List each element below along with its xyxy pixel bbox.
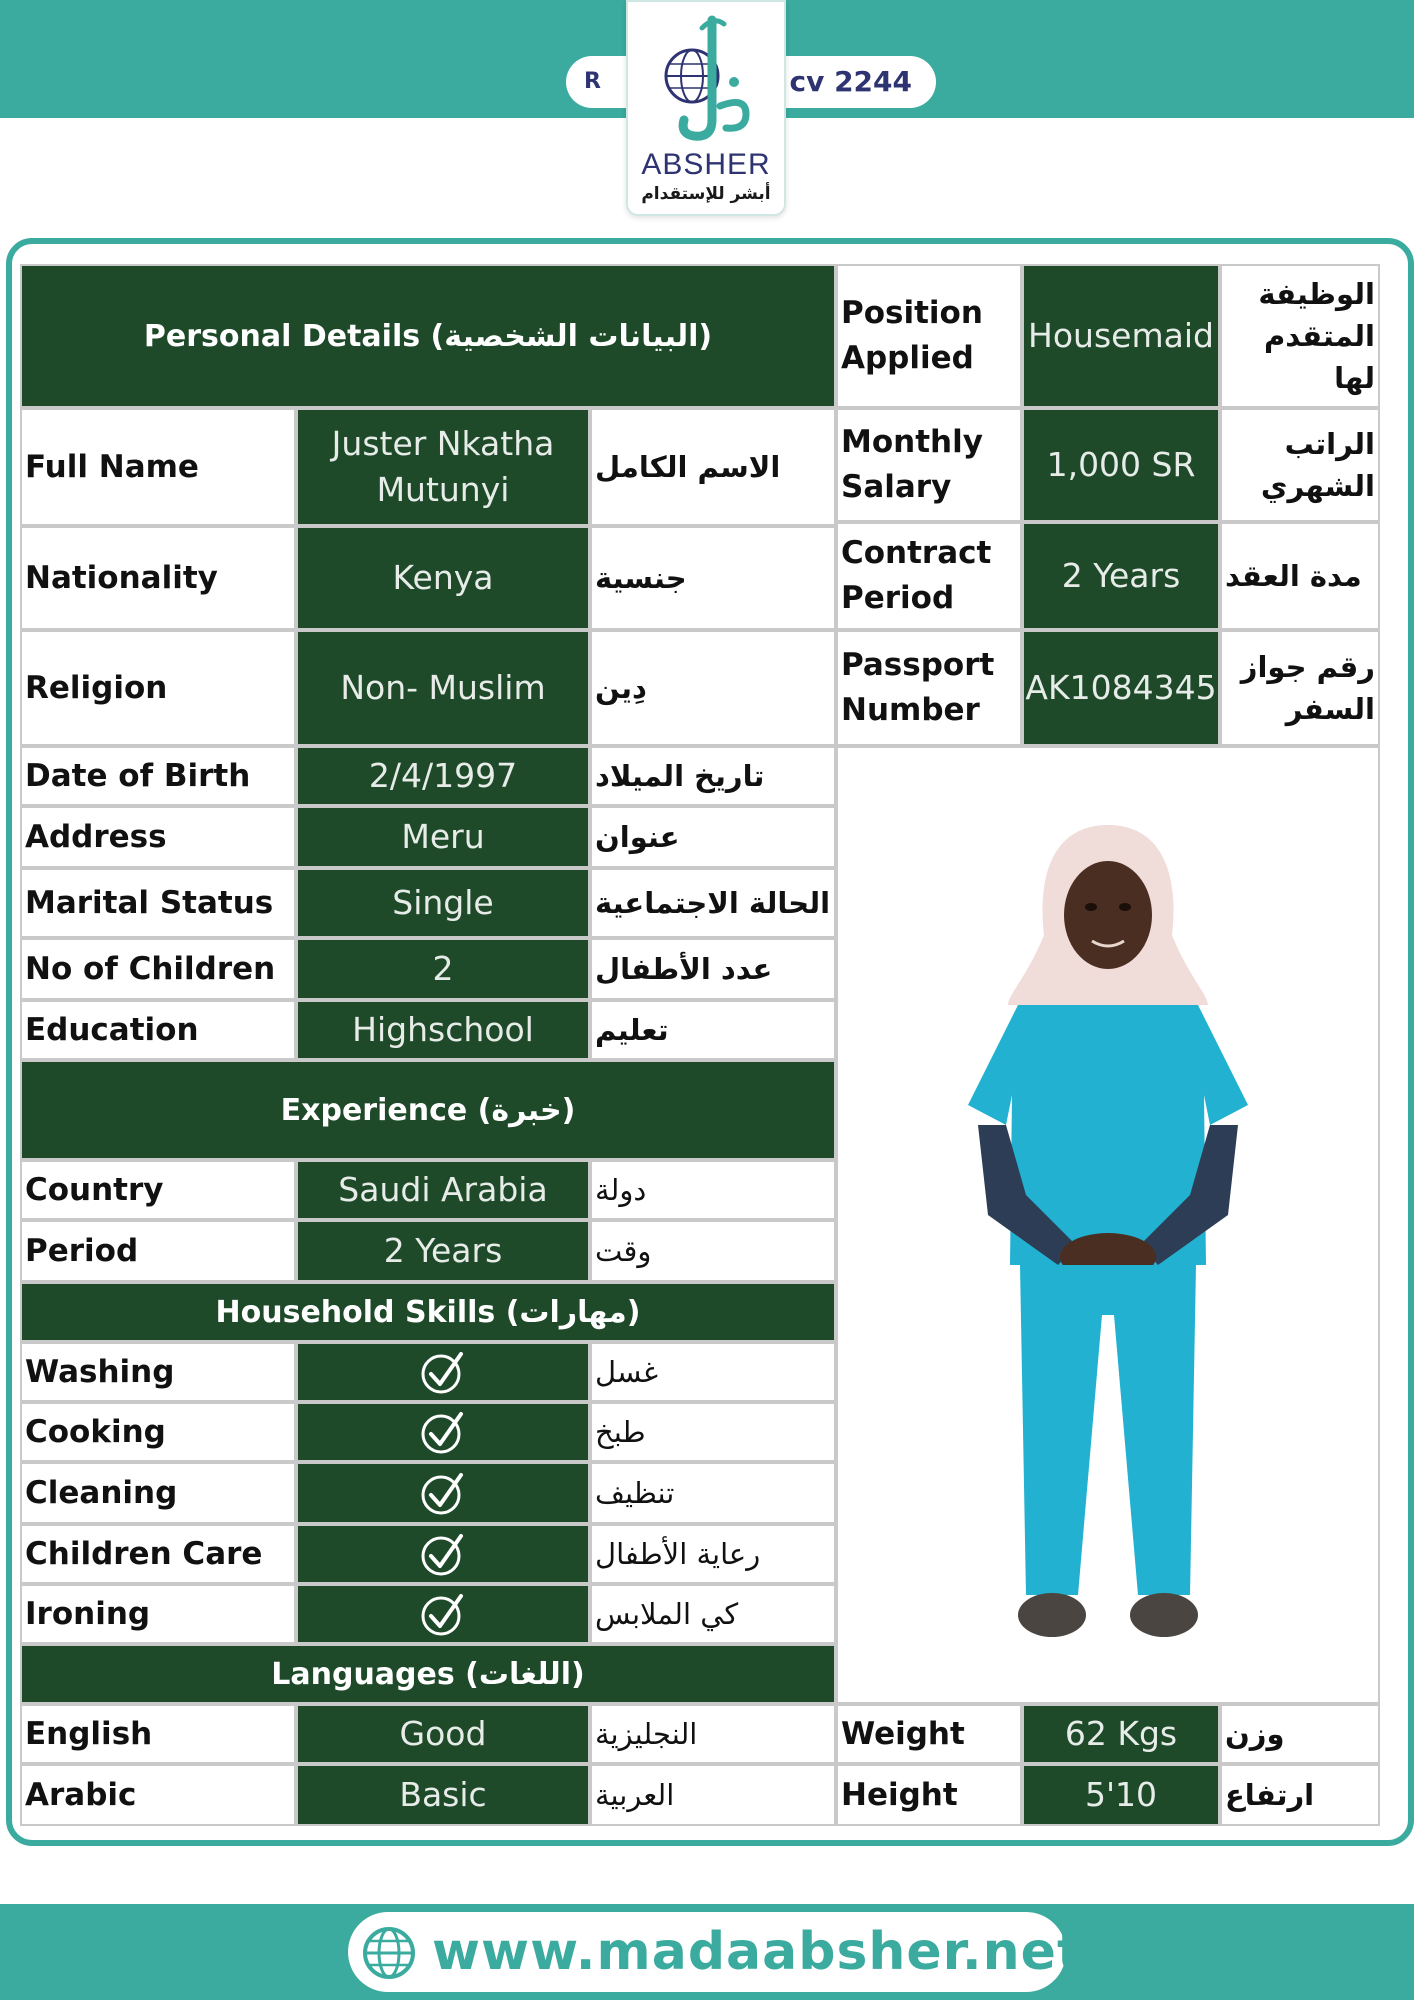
- skill-children-care-label-ar: رعاية الأطفال: [590, 1524, 836, 1584]
- monthly-salary-label: Monthly Salary: [836, 408, 1022, 522]
- skill-children-care-check: [296, 1524, 590, 1584]
- cv-number: cv 2244: [789, 65, 912, 98]
- full-name-label: Full Name: [20, 408, 296, 526]
- globe-icon: [362, 1926, 416, 1980]
- religion-label: Religion: [20, 630, 296, 746]
- date-of-birth-label: Date of Birth: [20, 746, 296, 806]
- height-value: 5'10: [1022, 1764, 1220, 1826]
- position-applied-value: Housemaid: [1022, 264, 1220, 408]
- website-pill[interactable]: [348, 1912, 1083, 1992]
- experience-country-label: Country: [20, 1160, 296, 1220]
- skill-washing-label-ar: غسل: [590, 1342, 836, 1402]
- checkmark-icon: [419, 1530, 467, 1578]
- skill-washing-label: Washing: [20, 1342, 296, 1402]
- weight-label-ar: وزن: [1220, 1704, 1380, 1764]
- company-logo: [626, 0, 786, 216]
- skill-cooking-check: [296, 1402, 590, 1462]
- language-english-label: English: [20, 1704, 296, 1764]
- logo-emblem-icon: [650, 10, 762, 148]
- marital-status-label-ar: الحالة الاجتماعية: [590, 868, 836, 938]
- address-label: Address: [20, 806, 296, 868]
- language-english-label-ar: النجليزية: [590, 1704, 836, 1764]
- language-arabic-label: Arabic: [20, 1764, 296, 1826]
- monthly-salary-value: 1,000 SR: [1022, 408, 1220, 522]
- checkmark-icon: [419, 1348, 467, 1396]
- contract-period-label: Contract Period: [836, 522, 1022, 630]
- experience-country-value: Saudi Arabia: [296, 1160, 590, 1220]
- nationality-label-ar: جنسية: [590, 526, 836, 630]
- weight-value: 62 Kgs: [1022, 1704, 1220, 1764]
- monthly-salary-label-ar: الراتب الشهري: [1220, 408, 1380, 522]
- checkmark-icon: [419, 1590, 467, 1638]
- skill-ironing-check: [296, 1584, 590, 1644]
- children-count-label: No of Children: [20, 938, 296, 1000]
- date-of-birth-label-ar: تاريخ الميلاد: [590, 746, 836, 806]
- language-english-value: Good: [296, 1704, 590, 1764]
- person-photo-icon: [948, 795, 1268, 1655]
- religion-label-ar: دِين: [590, 630, 836, 746]
- height-label-ar: ارتفاع: [1220, 1764, 1380, 1826]
- skill-cleaning-check: [296, 1462, 590, 1524]
- languages-header: Languages (اللغات): [20, 1644, 836, 1704]
- position-applied-label-ar: الوظيفة المتقدم لها: [1220, 264, 1380, 408]
- education-label: Education: [20, 1000, 296, 1060]
- household-skills-header: Household Skills (مهارات): [20, 1282, 836, 1342]
- language-arabic-value: Basic: [296, 1764, 590, 1826]
- marital-status-value: Single: [296, 868, 590, 938]
- full-name-value: Juster Nkatha Mutunyi: [296, 408, 590, 526]
- position-applied-label: Position Applied: [836, 264, 1022, 408]
- experience-country-label-ar: دولة: [590, 1160, 836, 1220]
- skill-cooking-label: Cooking: [20, 1402, 296, 1462]
- skill-cleaning-label: Cleaning: [20, 1462, 296, 1524]
- skill-washing-check: [296, 1342, 590, 1402]
- passport-number-label-ar: رقم جواز السفر: [1220, 630, 1380, 746]
- address-value: Meru: [296, 806, 590, 868]
- language-arabic-label-ar: العربية: [590, 1764, 836, 1826]
- passport-number-label: Passport Number: [836, 630, 1022, 746]
- skill-ironing-label: Ironing: [20, 1584, 296, 1644]
- nationality-label: Nationality: [20, 526, 296, 630]
- experience-period-label: Period: [20, 1220, 296, 1282]
- contract-period-value: 2 Years: [1022, 522, 1220, 630]
- height-label: Height: [836, 1764, 1022, 1826]
- date-of-birth-value: 2/4/1997: [296, 746, 590, 806]
- marital-status-label: Marital Status: [20, 868, 296, 938]
- nationality-value: Kenya: [296, 526, 590, 630]
- religion-value: Non- Muslim: [296, 630, 590, 746]
- personal-details-header: Personal Details (البيانات الشخصية): [20, 264, 836, 408]
- full-name-label-ar: الاسم الكامل: [590, 408, 836, 526]
- checkmark-icon: [419, 1408, 467, 1456]
- experience-header: Experience (خبرة): [20, 1060, 836, 1160]
- education-label-ar: تعليم: [590, 1000, 836, 1060]
- experience-period-value: 2 Years: [296, 1220, 590, 1282]
- children-count-value: 2: [296, 938, 590, 1000]
- children-count-label-ar: عدد الأطفال: [590, 938, 836, 1000]
- education-value: Highschool: [296, 1000, 590, 1060]
- skill-ironing-label-ar: كي الملابس: [590, 1584, 836, 1644]
- website-link[interactable]: www.madaabsher.net: [432, 1922, 1083, 1982]
- skill-cooking-label-ar: طبخ: [590, 1402, 836, 1462]
- experience-period-label-ar: وقت: [590, 1220, 836, 1282]
- logo-text-en: ABSHER: [641, 148, 771, 181]
- checkmark-icon: [419, 1469, 467, 1517]
- passport-number-value: AK1084345: [1022, 630, 1220, 746]
- weight-label: Weight: [836, 1704, 1022, 1764]
- contract-period-label-ar: مدة العقد: [1220, 522, 1380, 630]
- logo-text-ar: أبشر للإستقدام: [641, 184, 771, 204]
- address-label-ar: عنوان: [590, 806, 836, 868]
- ref-code: R: [584, 69, 601, 94]
- skill-children-care-label: Children Care: [20, 1524, 296, 1584]
- skill-cleaning-label-ar: تنظيف: [590, 1462, 836, 1524]
- candidate-photo: [836, 746, 1380, 1704]
